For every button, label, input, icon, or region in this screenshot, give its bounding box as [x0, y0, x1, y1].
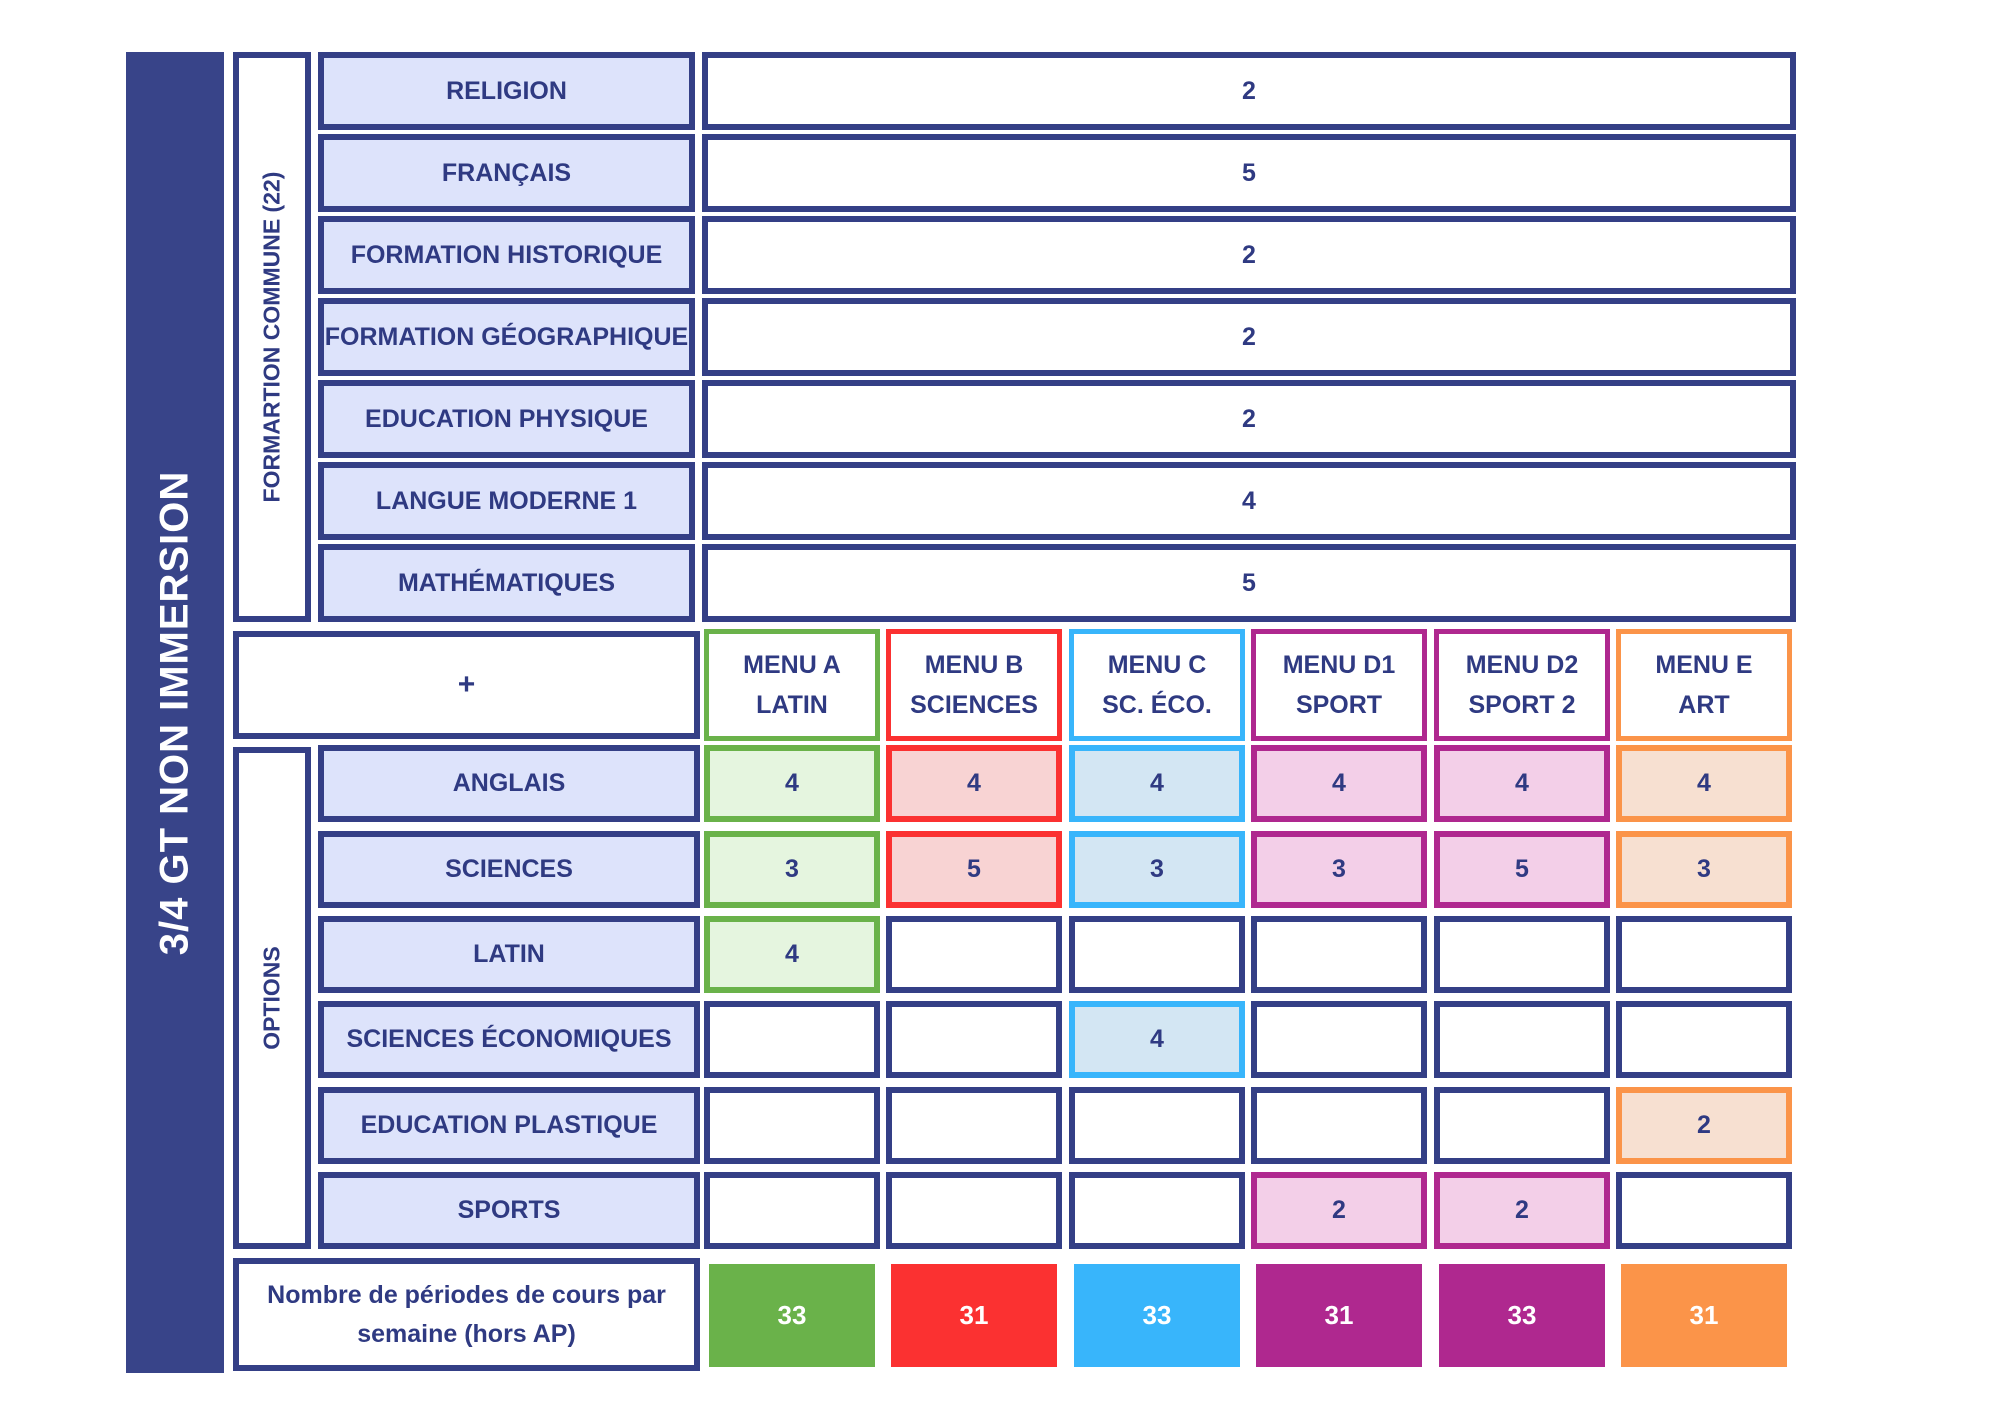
option-hours-cell: 3 — [704, 831, 880, 908]
menu-total-periods: 33 — [1439, 1264, 1605, 1367]
option-hours-cell: 4 — [1251, 745, 1427, 822]
option-hours-cell — [1251, 1087, 1427, 1164]
menu-header-line1: MENU D1 — [1282, 651, 1396, 679]
footer-label-box — [233, 1258, 700, 1371]
menu-header — [886, 629, 1062, 741]
menu-header-line2: ART — [1678, 691, 1730, 719]
common-hours-value: 4 — [702, 462, 1796, 540]
options-group-box — [233, 747, 311, 1249]
common-hours-value: 2 — [702, 298, 1796, 376]
option-hours-cell: 4 — [1069, 745, 1245, 822]
option-subject-label: EDUCATION PLASTIQUE — [318, 1087, 700, 1164]
option-subject-label: SCIENCES ÉCONOMIQUES — [318, 1001, 700, 1078]
common-subject-label: FRANÇAIS — [318, 134, 695, 212]
menu-header-line2: SC. ÉCO. — [1102, 691, 1212, 719]
common-hours-value: 2 — [702, 380, 1796, 458]
option-hours-cell: 2 — [1251, 1172, 1427, 1249]
option-hours-cell — [704, 1087, 880, 1164]
option-subject-label: SCIENCES — [318, 831, 700, 908]
common-subject-label: FORMATION GÉOGRAPHIQUE — [318, 298, 695, 376]
common-subject-label: FORMATION HISTORIQUE — [318, 216, 695, 294]
option-hours-cell: 4 — [704, 916, 880, 993]
option-hours-cell — [1616, 1001, 1792, 1078]
menu-header-line2: SPORT 2 — [1468, 691, 1576, 719]
menu-header-line1: MENU B — [924, 651, 1024, 679]
option-subject-label: ANGLAIS — [318, 745, 700, 822]
option-hours-cell — [1069, 1087, 1245, 1164]
common-subject-label: EDUCATION PHYSIQUE — [318, 380, 695, 458]
side-title: 3/4 GT NON IMMERSION — [152, 470, 197, 955]
common-group-label: FORMARTION COMMUNE (22) — [258, 171, 285, 503]
option-hours-cell — [886, 916, 1062, 993]
menu-total-periods: 31 — [891, 1264, 1057, 1367]
menu-header-line1: MENU D2 — [1465, 651, 1579, 679]
option-hours-cell — [886, 1172, 1062, 1249]
common-subject-label: LANGUE MODERNE 1 — [318, 462, 695, 540]
option-hours-cell — [704, 1001, 880, 1078]
common-group-box — [233, 52, 311, 622]
menu-header-line2: SCIENCES — [910, 691, 1038, 719]
menu-header-line1: MENU E — [1655, 651, 1753, 679]
footer-label-line1: Nombre de périodes de cours par — [267, 1280, 666, 1309]
menu-header — [1251, 629, 1427, 741]
option-hours-cell: 5 — [886, 831, 1062, 908]
common-hours-value: 2 — [702, 216, 1796, 294]
plus-label: + — [457, 668, 476, 701]
footer-label-line2: semaine (hors AP) — [357, 1319, 576, 1348]
option-hours-cell — [886, 1001, 1062, 1078]
option-hours-cell: 3 — [1616, 831, 1792, 908]
option-hours-cell: 4 — [1434, 745, 1610, 822]
option-hours-cell: 3 — [1069, 831, 1245, 908]
menu-total-periods: 31 — [1256, 1264, 1422, 1367]
menu-header — [1434, 629, 1610, 741]
option-hours-cell — [1616, 1172, 1792, 1249]
option-subject-label: LATIN — [318, 916, 700, 993]
option-hours-cell: 4 — [1069, 1001, 1245, 1078]
menu-total-periods: 33 — [709, 1264, 875, 1367]
menu-total-periods: 31 — [1621, 1264, 1787, 1367]
common-hours-value: 2 — [702, 52, 1796, 130]
option-hours-cell: 4 — [1616, 745, 1792, 822]
option-hours-cell: 5 — [1434, 831, 1610, 908]
option-hours-cell: 2 — [1616, 1087, 1792, 1164]
option-hours-cell: 4 — [704, 745, 880, 822]
menu-header-line2: SPORT — [1295, 691, 1383, 719]
common-subject-label: MATHÉMATIQUES — [318, 544, 695, 622]
menu-header — [704, 629, 880, 741]
side-title-bar — [126, 52, 224, 1373]
option-hours-cell — [704, 1172, 880, 1249]
options-group-label: OPTIONS — [258, 946, 285, 1050]
menu-header-line1: MENU C — [1107, 651, 1207, 679]
option-hours-cell: 2 — [1434, 1172, 1610, 1249]
option-hours-cell — [886, 1087, 1062, 1164]
common-hours-value: 5 — [702, 134, 1796, 212]
option-hours-cell: 4 — [886, 745, 1062, 822]
option-hours-cell — [1251, 1001, 1427, 1078]
option-hours-cell — [1434, 1001, 1610, 1078]
menu-header-line2: LATIN — [756, 691, 828, 719]
option-hours-cell — [1616, 916, 1792, 993]
option-hours-cell: 3 — [1251, 831, 1427, 908]
menu-total-periods: 33 — [1074, 1264, 1240, 1367]
plus-box — [233, 631, 700, 739]
option-subject-label: SPORTS — [318, 1172, 700, 1249]
common-subject-label: RELIGION — [318, 52, 695, 130]
menu-header-line1: MENU A — [743, 651, 841, 679]
common-hours-value: 5 — [702, 544, 1796, 622]
option-hours-cell — [1251, 916, 1427, 993]
option-hours-cell — [1434, 1087, 1610, 1164]
menu-header — [1616, 629, 1792, 741]
option-hours-cell — [1069, 1172, 1245, 1249]
menu-header — [1069, 629, 1245, 741]
option-hours-cell — [1069, 916, 1245, 993]
option-hours-cell — [1434, 916, 1610, 993]
